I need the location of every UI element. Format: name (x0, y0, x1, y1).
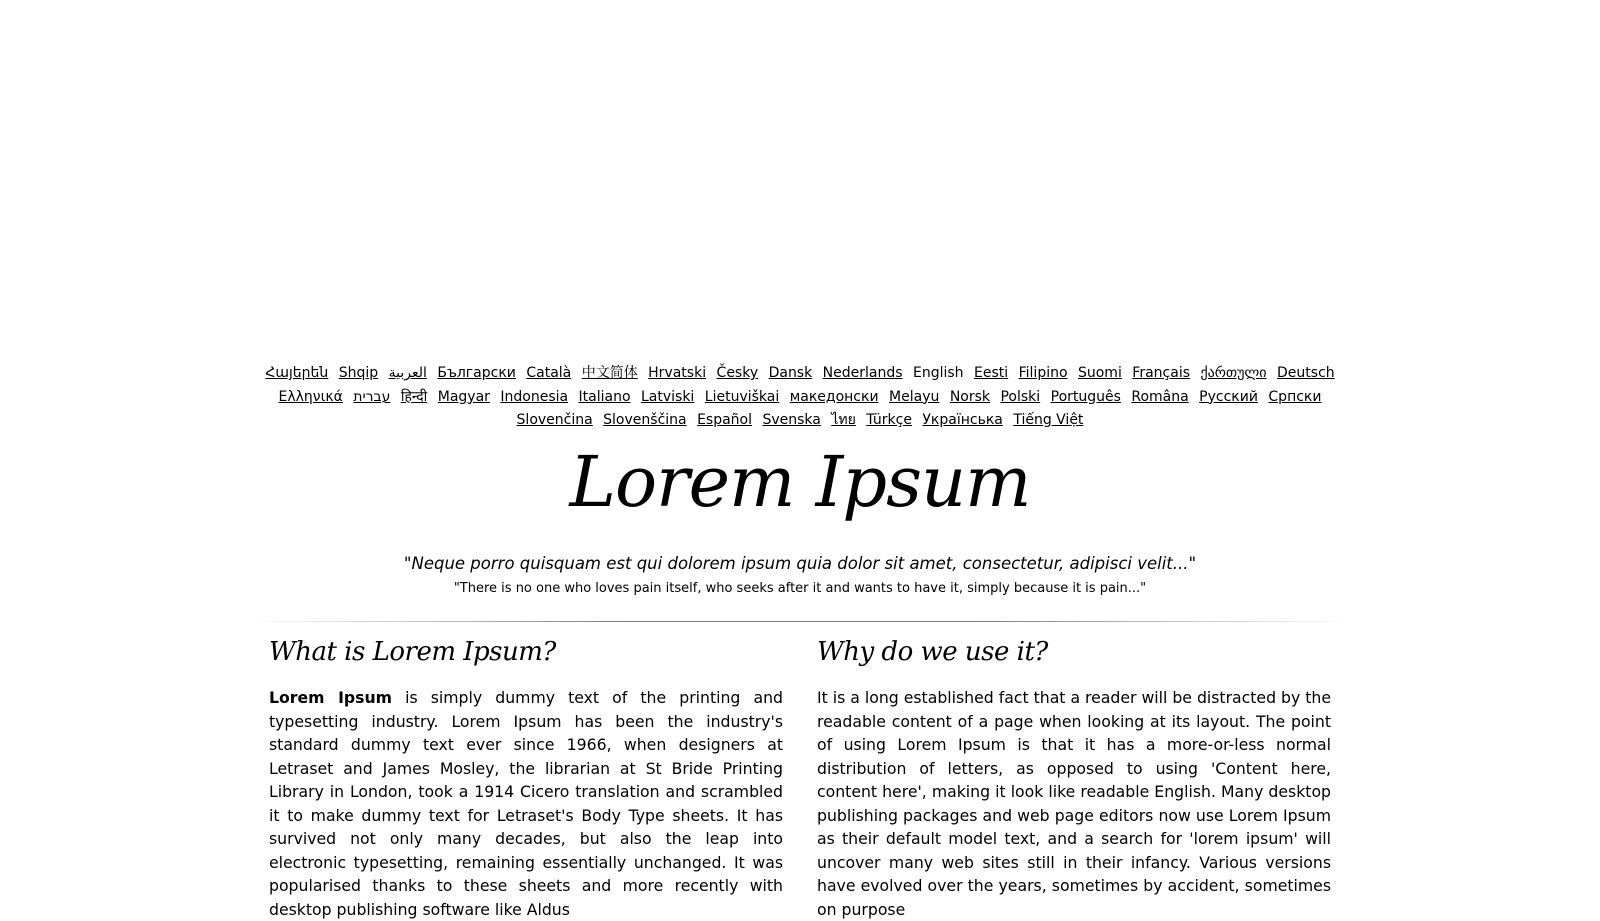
what-is-paragraph (269, 686, 783, 921)
language-link[interactable]: Dansk (768, 365, 813, 381)
language-link[interactable]: Български (437, 365, 516, 381)
language-link[interactable]: Português (1050, 388, 1121, 405)
language-link[interactable]: Français (1132, 365, 1190, 381)
language-link[interactable]: Filipino (1018, 365, 1068, 381)
language-link[interactable]: Latviski (640, 388, 695, 405)
language-selector (260, 362, 1340, 433)
language-link[interactable]: Deutsch (1277, 365, 1335, 381)
language-link[interactable]: 中文简体 (581, 365, 638, 381)
language-link[interactable]: Nederlands (822, 365, 903, 381)
language-link[interactable]: Norsk (949, 388, 991, 405)
language-link[interactable]: ქართული (1200, 365, 1267, 381)
latin-quote: "Neque porro quisquam est qui dolorem ipsum quia dolor sit amet, consectetur, adipisci velit..." (403, 554, 1197, 573)
language-link[interactable]: Indonesia (500, 388, 569, 405)
language-link[interactable]: Suomi (1077, 365, 1122, 381)
language-link[interactable]: עברית (353, 388, 391, 405)
language-link[interactable]: العربية (388, 365, 427, 381)
language-link[interactable]: Հայերեն (265, 365, 329, 381)
language-link[interactable]: ไทย (831, 412, 856, 428)
what-is-body: is simply dummy text of the printing and typesetting industry. Lorem Ipsum has been the industry's standard dummy text ever since 1966, when designers at Letraset and James Mosley, the librarian at St Bride Printing Library in London, took a 1914 Cicero translation and scrambled it to make dummy text for Letraset's Body Type sheets. It has survived not only many decades, but also the leap into electronic typesetting, remaining essentially unchanged. It was popularised thanks to these sheets and more recently with desktop publishing software like Aldus (269, 688, 783, 919)
language-link[interactable]: Shqip (338, 365, 379, 381)
language-link[interactable]: Hrvatski (648, 365, 707, 381)
what-is-section (269, 632, 783, 921)
language-link[interactable]: Türkçe (866, 412, 912, 428)
english-quote: "There is no one who loves pain itself, who seeks after it and wants to have it, simply because it is pain..." (453, 581, 1147, 596)
why-use-heading: Why do we use it? (817, 637, 1048, 667)
language-link[interactable]: Slovenščina (603, 412, 687, 428)
language-link: English (913, 365, 964, 381)
language-link[interactable]: Italiano (578, 388, 631, 405)
language-link[interactable]: Slovenčina (516, 412, 593, 428)
language-link[interactable]: Српски (1268, 388, 1322, 405)
language-link[interactable]: Polski (1000, 388, 1041, 405)
language-link[interactable]: Româna (1131, 388, 1189, 405)
language-link[interactable]: Eesti (974, 365, 1009, 381)
language-link[interactable]: Español (697, 412, 752, 428)
divider (250, 621, 1350, 622)
language-link[interactable]: Català (526, 365, 572, 381)
page-title: Lorem Ipsum (569, 441, 1031, 523)
what-is-heading: What is Lorem Ipsum? (269, 637, 556, 667)
language-link[interactable]: Magyar (437, 388, 490, 405)
language-link[interactable]: Pyccкий (1199, 388, 1258, 405)
language-link[interactable]: Svenska (762, 412, 821, 428)
why-use-paragraph: It is a long established fact that a reader will be distracted by the readable content of a page when looking at its layout. The point of using Lorem Ipsum is that it has a more-or-less normal distribution of letters, as opposed to using 'Content here, content here', making it look like readable English. Many desktop publishing packages and web page editors now use Lorem Ipsum as their default model text, and a search for 'lorem ipsum' will uncover many web sites still in their infancy. Various versions have evolved over the years, sometimes by accident, sometimes on purpose (817, 688, 1331, 919)
language-link[interactable]: Українська (922, 412, 1003, 428)
lorem-ipsum-bold: Lorem Ipsum (269, 688, 392, 707)
why-use-section (817, 632, 1331, 921)
language-link[interactable]: Ελληνικά (278, 388, 343, 405)
language-link[interactable]: हिन्दी (400, 388, 428, 405)
language-link[interactable]: Lietuviškai (704, 388, 780, 405)
language-link[interactable]: Tiếng Việt (1013, 412, 1084, 428)
language-link[interactable]: македонски (789, 388, 879, 405)
language-link[interactable]: Česky (716, 365, 759, 381)
language-link[interactable]: Melayu (889, 388, 940, 405)
